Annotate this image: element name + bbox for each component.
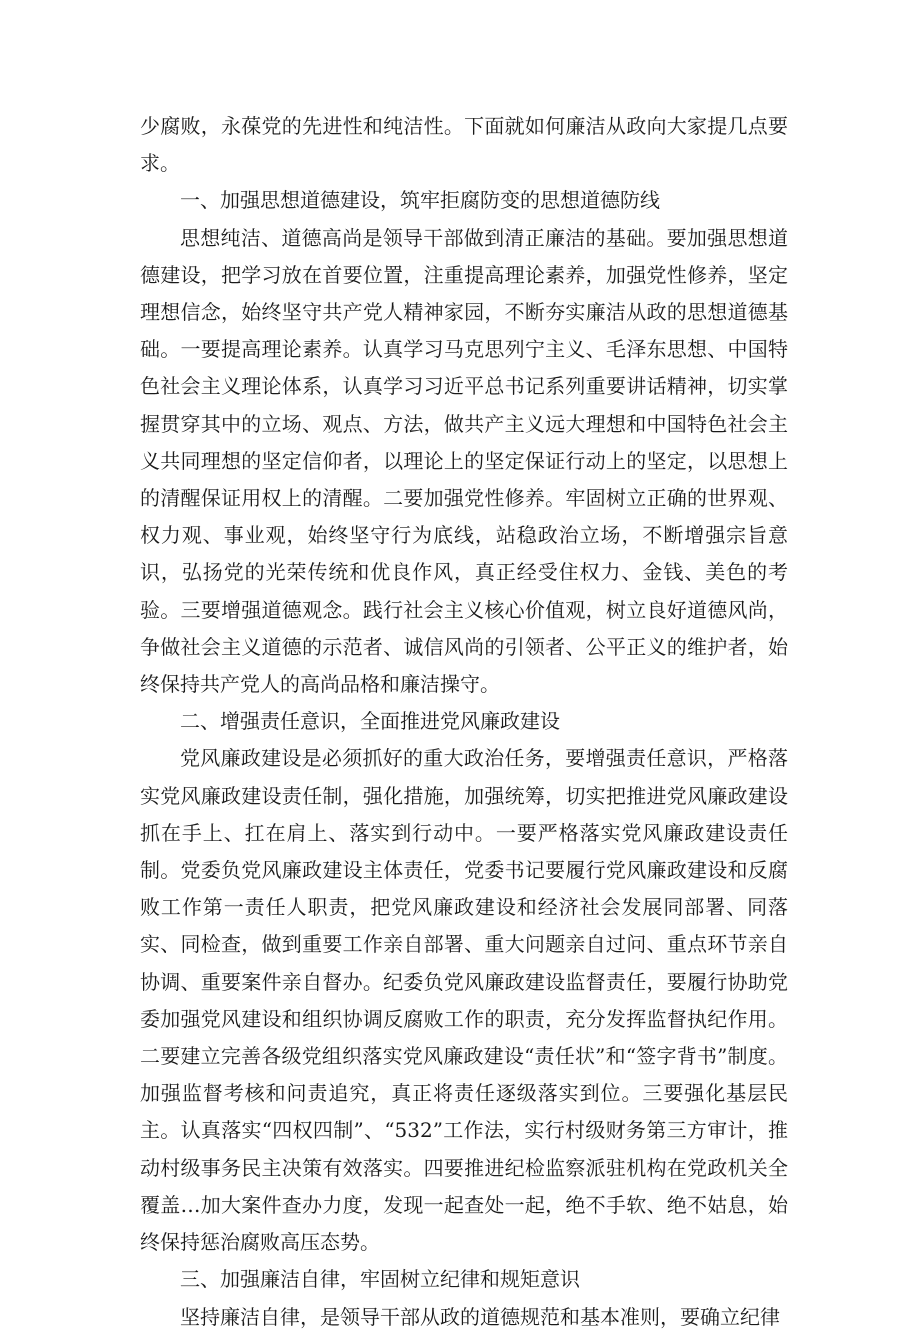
section-heading-2: 二、增强责任意识，全面推进党风廉政建设 (180, 709, 560, 734)
paragraph-section-2-body: 党风廉政建设是必须抓好的重大政治任务，要增强责任意识，严格落实党风廉政建设责任制，强化措施，加强统筹，切实把推进党风廉政建设抓在手上、扛在肩上、落实到行动中。一要严格落实党风廉政建设责任制。党委负党风廉政建设主体责任，党委书记要履行党风廉政建设和反腐败工作第一责任人职责，把党风廉政建设和经济社会发展同部署、同落实、同检查，做到重要工作亲自部署、重大问题亲自过问、重点环节亲自协调、重要案件亲自督办。纪委负党风廉政建设监督责任，要履行协助党委加强党风建设和组织协调反腐败工作的职责，充分发挥监督执纪作用。二要建立完善各级党组织落实党风廉政建设“责任状”和“签字背书”制度。加强监督考核和问责追究，真正将责任逐级落实到位。三要强化基层民主。认真落实“四权四制”、“532”工作法，实行村级财务第三方审计，推动村级事务民主决策有效落实。四要推进纪检监察派驻机构在党政机关全覆盖…加大案件查办力度，发现一起查处一起，绝不手软、绝不姑息，始终保持惩治腐败高压态势。 (140, 746, 788, 1255)
paragraph-section-3-body: 坚持廉洁自律，是领导干部从政的道德规范和基本准则，要确立纪律 (180, 1304, 780, 1329)
paragraph-section-1-body: 思想纯洁、道德高尚是领导干部做到清正廉洁的基础。要加强思想道德建设，把学习放在首要位置，注重提高理论素养，加强党性修养，坚定理想信念，始终坚守共产党人精神家园，不断夯实廉洁从政的思想道德基础。一要提高理论素养。认真学习马克思列宁主义、毛泽东思想、中国特色社会主义理论体系，认真学习习近平总书记系列重要讲话精神，切实掌握贯穿其中的立场、观点、方法，做共产主义远大理想和中国特色社会主义共同理想的坚定信仰者，以理论上的坚定保证行动上的坚定，以思想上的清醒保证用权上的清醒。二要加强党性修养。牢固树立正确的世界观、权力观、事业观，始终坚守行为底线，站稳政治立场，不断增强宗旨意识，弘扬党的光荣传统和优良作风，真正经受住权力、金钱、美色的考验。三要增强道德观念。践行社会主义核心价值观，树立良好道德风尚，争做社会主义道德的示范者、诚信风尚的引领者、公平正义的维护者，始终保持共产党人的高尚品格和廉洁操守。 (140, 225, 788, 697)
paragraph-intro-continuation: 少腐败，永葆党的先进性和纯洁性。下面就如何廉洁从政向大家提几点要求。 (140, 114, 788, 176)
section-heading-3: 三、加强廉洁自律，牢固树立纪律和规矩意识 (180, 1267, 580, 1292)
section-heading-1: 一、加强思想道德建设，筑牢拒腐防变的思想道德防线 (180, 188, 660, 213)
document-body (140, 108, 788, 1336)
